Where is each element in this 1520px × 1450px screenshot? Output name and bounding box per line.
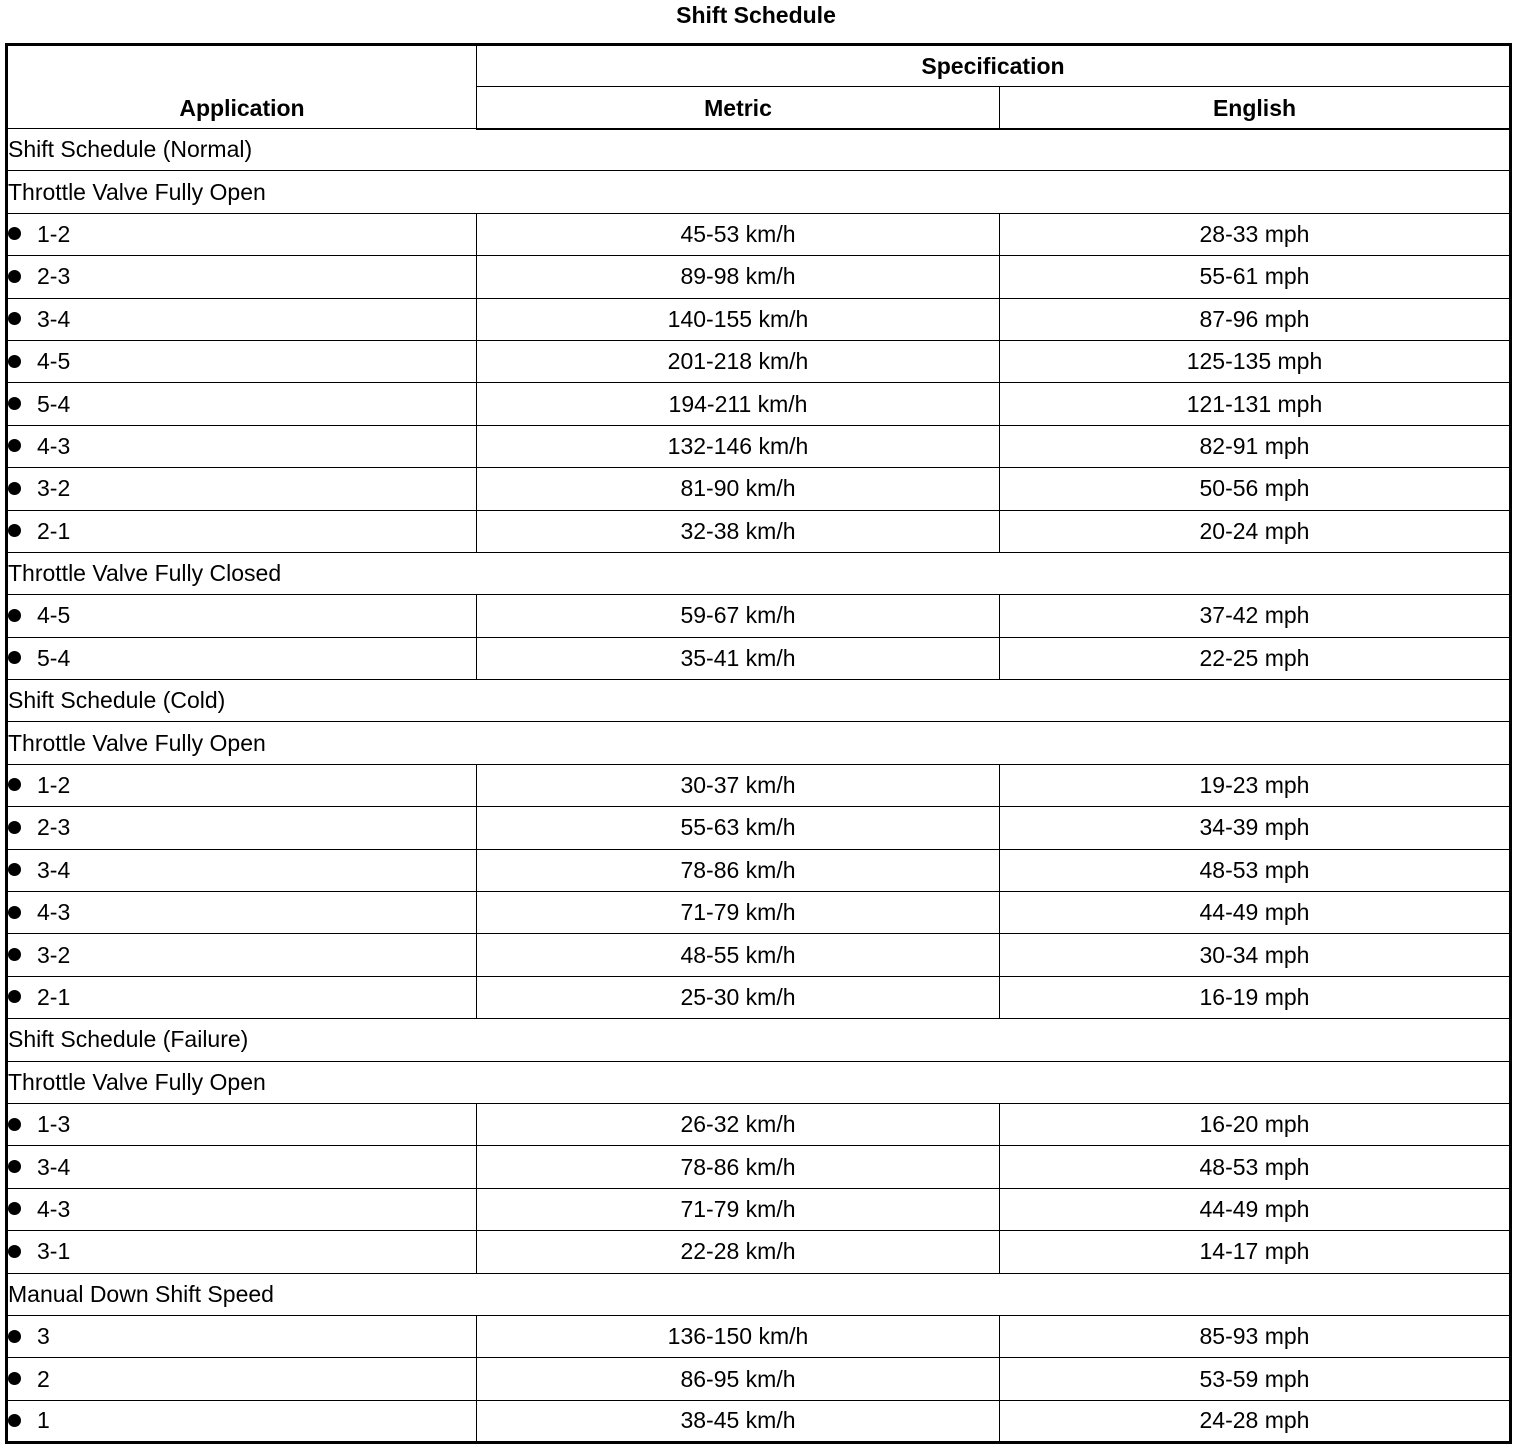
english-cell: 125-135 mph	[1000, 340, 1511, 382]
section-label: Shift Schedule (Normal)	[7, 129, 1511, 171]
column-header-application: Application	[7, 45, 477, 129]
english-cell: 30-34 mph	[1000, 934, 1511, 976]
shift-label: 4-3	[37, 899, 71, 926]
shift-label: 3-1	[37, 1238, 71, 1265]
metric-cell: 55-63 km/h	[477, 807, 1000, 849]
table-row	[7, 425, 1511, 467]
application-cell	[7, 976, 477, 1018]
table-row	[7, 1231, 1511, 1273]
bullet-icon	[8, 524, 21, 537]
metric-cell: 26-32 km/h	[477, 1103, 1000, 1145]
page-title: Shift Schedule	[676, 2, 836, 28]
english-cell: 48-53 mph	[1000, 849, 1511, 891]
table-row	[7, 595, 1511, 637]
metric-cell: 22-28 km/h	[477, 1231, 1000, 1273]
shift-label: 3-2	[37, 941, 71, 968]
bullet-icon	[8, 439, 21, 452]
english-cell: 44-49 mph	[1000, 892, 1511, 934]
application-cell	[7, 1146, 477, 1188]
application-cell	[7, 892, 477, 934]
table-row	[7, 1358, 1511, 1400]
table-row	[7, 468, 1511, 510]
metric-cell: 71-79 km/h	[477, 892, 1000, 934]
metric-cell: 45-53 km/h	[477, 213, 1000, 255]
table-row	[7, 1146, 1511, 1188]
bullet-icon	[8, 1414, 21, 1427]
bullet-icon	[8, 1160, 21, 1173]
english-cell: 24-28 mph	[1000, 1400, 1511, 1442]
shift-label: 4-5	[37, 348, 71, 375]
bullet-icon	[8, 948, 21, 961]
metric-cell: 38-45 km/h	[477, 1400, 1000, 1442]
shift-label: 3-4	[37, 856, 71, 883]
english-cell: 16-20 mph	[1000, 1103, 1511, 1145]
table-row	[7, 892, 1511, 934]
application-cell	[7, 1315, 477, 1357]
application-cell	[7, 595, 477, 637]
application-cell	[7, 1103, 477, 1145]
shift-label: 4-5	[37, 602, 71, 629]
bullet-icon	[8, 990, 21, 1003]
table-row	[7, 256, 1511, 298]
shift-label: 2	[37, 1365, 50, 1392]
section-row	[7, 552, 1511, 594]
english-cell: 55-61 mph	[1000, 256, 1511, 298]
application-cell	[7, 1188, 477, 1230]
section-label: Throttle Valve Fully Open	[7, 171, 1511, 213]
bullet-icon	[8, 227, 21, 240]
metric-cell: 132-146 km/h	[477, 425, 1000, 467]
metric-cell: 136-150 km/h	[477, 1315, 1000, 1357]
section-label: Throttle Valve Fully Open	[7, 1061, 1511, 1103]
metric-cell: 86-95 km/h	[477, 1358, 1000, 1400]
section-label: Shift Schedule (Cold)	[7, 680, 1511, 722]
bullet-icon	[8, 609, 21, 622]
table-row	[7, 1103, 1511, 1145]
section-row	[7, 171, 1511, 213]
table-row	[7, 1188, 1511, 1230]
shift-label: 1-2	[37, 220, 71, 247]
section-label: Throttle Valve Fully Open	[7, 722, 1511, 764]
english-cell: 22-25 mph	[1000, 637, 1511, 679]
shift-label: 3-4	[37, 305, 71, 332]
application-cell	[7, 256, 477, 298]
header-row	[7, 45, 1511, 87]
metric-cell: 140-155 km/h	[477, 298, 1000, 340]
metric-cell: 81-90 km/h	[477, 468, 1000, 510]
metric-cell: 78-86 km/h	[477, 849, 1000, 891]
application-cell	[7, 1358, 477, 1400]
table-row	[7, 1315, 1511, 1357]
table-row	[7, 298, 1511, 340]
application-cell	[7, 764, 477, 806]
shift-schedule-table	[5, 43, 1512, 1444]
application-cell	[7, 637, 477, 679]
bullet-icon	[8, 906, 21, 919]
metric-cell: 35-41 km/h	[477, 637, 1000, 679]
table-row	[7, 764, 1511, 806]
application-cell	[7, 425, 477, 467]
english-cell: 37-42 mph	[1000, 595, 1511, 637]
metric-cell: 59-67 km/h	[477, 595, 1000, 637]
table-row	[7, 383, 1511, 425]
column-header-english: English	[1000, 87, 1511, 129]
shift-label: 3-2	[37, 475, 71, 502]
english-cell: 44-49 mph	[1000, 1188, 1511, 1230]
section-label: Shift Schedule (Failure)	[7, 1019, 1511, 1061]
application-cell	[7, 510, 477, 552]
application-cell	[7, 468, 477, 510]
table-row	[7, 340, 1511, 382]
metric-cell: 194-211 km/h	[477, 383, 1000, 425]
section-row	[7, 1061, 1511, 1103]
english-cell: 14-17 mph	[1000, 1231, 1511, 1273]
shift-label: 5-4	[37, 644, 71, 671]
shift-label: 4-3	[37, 1195, 71, 1222]
english-cell: 87-96 mph	[1000, 298, 1511, 340]
metric-cell: 89-98 km/h	[477, 256, 1000, 298]
english-cell: 34-39 mph	[1000, 807, 1511, 849]
shift-label: 2-1	[37, 517, 71, 544]
application-cell	[7, 1400, 477, 1442]
english-cell: 20-24 mph	[1000, 510, 1511, 552]
application-cell	[7, 849, 477, 891]
section-label: Throttle Valve Fully Closed	[7, 552, 1511, 594]
metric-cell: 71-79 km/h	[477, 1188, 1000, 1230]
english-cell: 28-33 mph	[1000, 213, 1511, 255]
shift-label: 2-1	[37, 984, 71, 1010]
bullet-icon	[8, 1202, 21, 1215]
table-body	[7, 129, 1511, 1443]
application-cell	[7, 298, 477, 340]
application-cell	[7, 934, 477, 976]
section-label: Manual Down Shift Speed	[7, 1273, 1511, 1315]
shift-label: 1-2	[37, 772, 71, 799]
table-row	[7, 934, 1511, 976]
table-row	[7, 510, 1511, 552]
metric-cell: 30-37 km/h	[477, 764, 1000, 806]
table-row	[7, 1400, 1511, 1442]
metric-cell: 78-86 km/h	[477, 1146, 1000, 1188]
metric-cell: 48-55 km/h	[477, 934, 1000, 976]
application-cell	[7, 383, 477, 425]
section-row	[7, 1273, 1511, 1315]
bullet-icon	[8, 863, 21, 876]
table-row	[7, 849, 1511, 891]
shift-label: 3-4	[37, 1153, 71, 1180]
table-row	[7, 976, 1511, 1018]
section-row	[7, 1019, 1511, 1061]
shift-label: 5-4	[37, 390, 71, 417]
table-row	[7, 213, 1511, 255]
bullet-icon	[8, 1118, 21, 1131]
metric-cell: 201-218 km/h	[477, 340, 1000, 382]
english-cell: 50-56 mph	[1000, 468, 1511, 510]
bullet-icon	[8, 651, 21, 664]
english-cell: 53-59 mph	[1000, 1358, 1511, 1400]
section-row	[7, 129, 1511, 171]
english-cell: 48-53 mph	[1000, 1146, 1511, 1188]
bullet-icon	[8, 355, 21, 368]
english-cell: 16-19 mph	[1000, 976, 1511, 1018]
shift-label: 1	[37, 1407, 50, 1434]
bullet-icon	[8, 778, 21, 791]
application-cell	[7, 213, 477, 255]
english-cell: 82-91 mph	[1000, 425, 1511, 467]
english-cell: 121-131 mph	[1000, 383, 1511, 425]
column-header-specification: Specification	[477, 45, 1511, 87]
table-row	[7, 637, 1511, 679]
bullet-icon	[8, 397, 21, 410]
bullet-icon	[8, 312, 21, 325]
application-cell	[7, 1231, 477, 1273]
shift-label: 3	[37, 1323, 50, 1350]
table-row	[7, 807, 1511, 849]
bullet-icon	[8, 1372, 21, 1385]
bullet-icon	[8, 821, 21, 834]
bullet-icon	[8, 1245, 21, 1258]
shift-label: 4-3	[37, 432, 71, 459]
bullet-icon	[8, 270, 21, 283]
application-cell	[7, 807, 477, 849]
metric-cell: 32-38 km/h	[477, 510, 1000, 552]
bullet-icon	[8, 482, 21, 495]
application-cell	[7, 340, 477, 382]
shift-label: 2-3	[37, 814, 71, 841]
english-cell: 19-23 mph	[1000, 764, 1511, 806]
english-cell: 85-93 mph	[1000, 1315, 1511, 1357]
metric-cell: 25-30 km/h	[477, 976, 1000, 1018]
bullet-icon	[8, 1330, 21, 1343]
column-header-metric: Metric	[477, 87, 1000, 129]
section-row	[7, 722, 1511, 764]
shift-label: 1-3	[37, 1111, 71, 1138]
shift-label: 2-3	[37, 263, 71, 290]
section-row	[7, 680, 1511, 722]
